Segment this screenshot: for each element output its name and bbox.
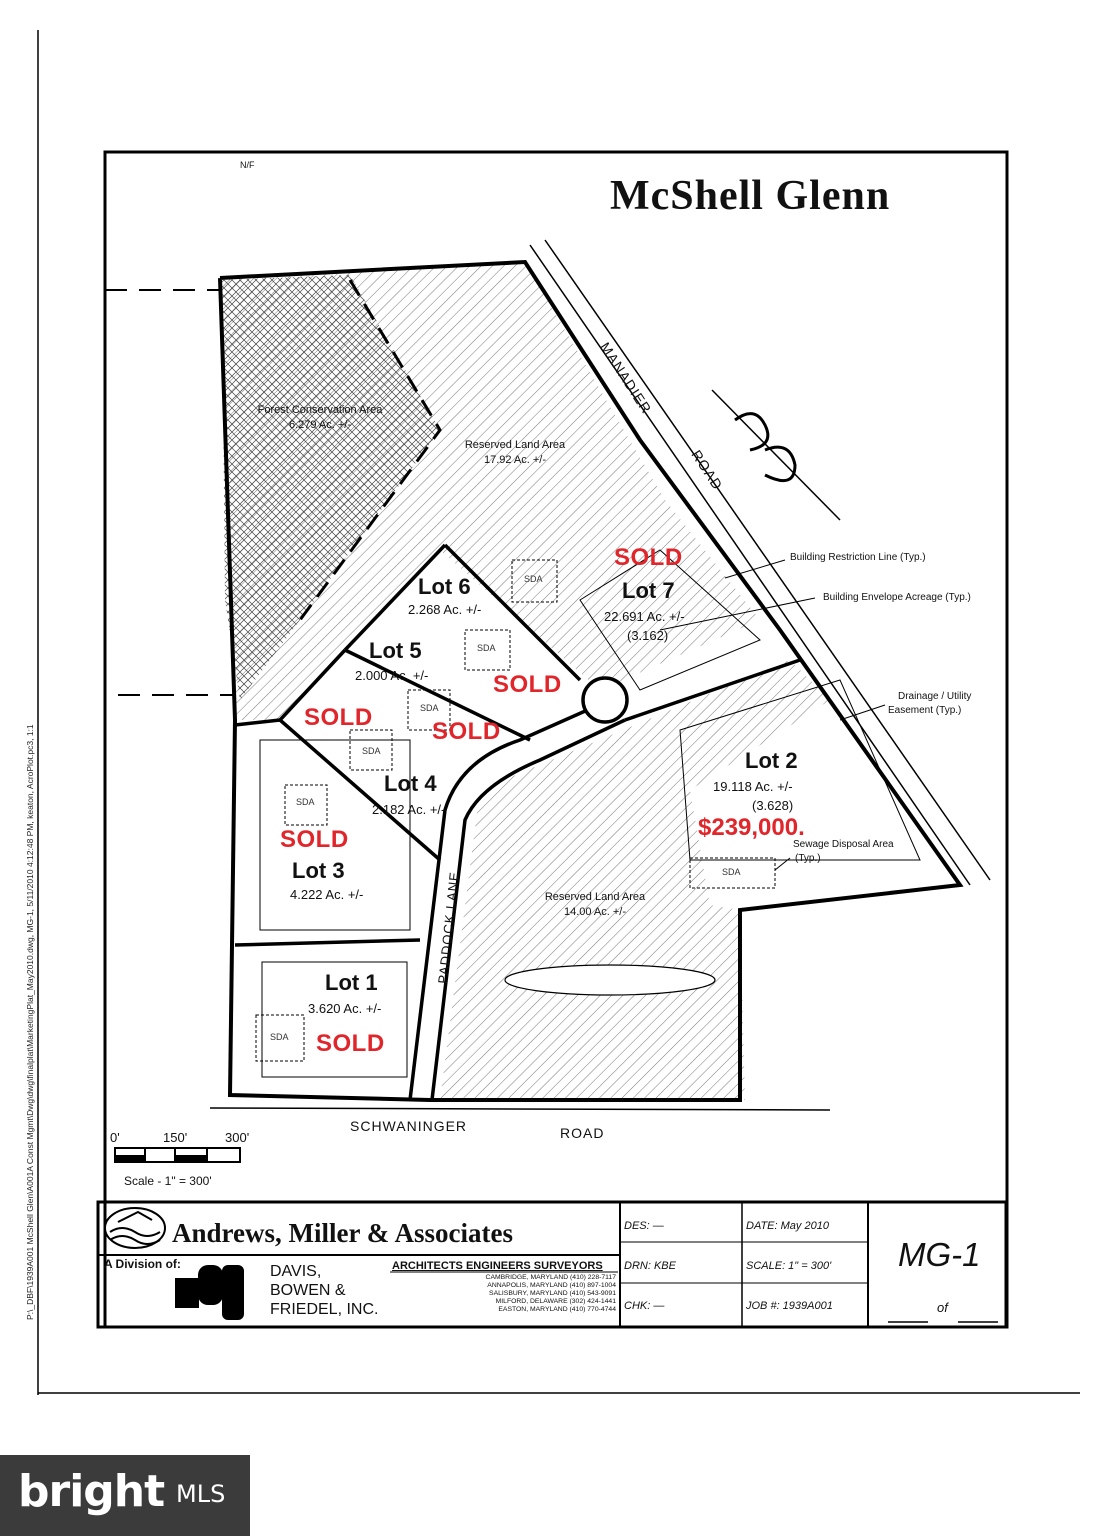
- watermark-suffix: MLS: [176, 1480, 226, 1508]
- reserved-south-label: [535, 890, 655, 920]
- scale-tick-300: 300': [225, 1130, 250, 1145]
- forest-area-acreage: 6.279 Ac. +/-: [288, 419, 352, 431]
- office-milford: MILFORD, DELAWARE (302) 424-1441: [495, 1298, 616, 1305]
- lot-5-name: Lot 5: [369, 638, 422, 663]
- forest-area-name: Forest Conservation Area: [257, 404, 383, 416]
- callout-drain-1: Drainage / Utility: [898, 691, 972, 702]
- lot-5-acreage: 2.000 Ac. +/-: [355, 668, 429, 683]
- lot-7-sold: SOLD: [614, 544, 683, 571]
- office-cambridge: CAMBRIDGE, MARYLAND (410) 228-7117: [485, 1274, 616, 1281]
- lot-2-name: Lot 2: [745, 748, 798, 773]
- lot-7-envelope: (3.162): [627, 628, 669, 643]
- plat-title: McShell Glenn: [610, 173, 891, 219]
- road-manadier-suffix: ROAD: [688, 447, 727, 493]
- corner-mark: N/F: [240, 160, 255, 170]
- lot-4-name: Lot 4: [384, 771, 437, 796]
- sda-label: SDA: [477, 643, 496, 653]
- division-of: A Division of:: [104, 1257, 181, 1271]
- file-path-text: P:\_DBF\1939A001 McShell Glen\A001A Const Mgmt\Dwg\dwg\finalplat\MarketingPlat_May2010.dwg, MG-1, 5/11/2010 4:12:48 PM, keaton, AcroPlot.pc3, 1:1: [25, 724, 35, 1320]
- lot-7-name: Lot 7: [622, 578, 675, 603]
- callout-bea: Building Envelope Acreage (Typ.): [823, 592, 971, 603]
- scale-tick-0: 0': [110, 1130, 120, 1145]
- disciplines: ARCHITECTS ENGINEERS SURVEYORS: [392, 1260, 603, 1272]
- dbf-line-1: DAVIS,: [270, 1263, 322, 1280]
- lot-3-acreage: 4.222 Ac. +/-: [290, 887, 364, 902]
- sda-label: SDA: [270, 1032, 289, 1042]
- drn-field: DRN: KBE: [624, 1260, 676, 1272]
- sheet-number: MG-1: [898, 1236, 981, 1273]
- lot-2-acreage: 19.118 Ac. +/-: [713, 779, 793, 794]
- chk-field: CHK: —: [624, 1300, 665, 1312]
- lot-3-name: Lot 3: [292, 858, 345, 883]
- lot-4-acreage: 2.182 Ac. +/-: [372, 802, 446, 817]
- callout-sewage-2: (Typ.): [795, 853, 821, 864]
- sda-label: SDA: [524, 574, 543, 584]
- des-field: DES: —: [624, 1220, 664, 1232]
- reserved-south-acreage: 14.00 Ac. +/-: [563, 906, 627, 918]
- lot-6-name: Lot 6: [418, 574, 471, 599]
- lot-2-envelope: (3.628): [752, 798, 794, 813]
- lot-6-acreage: 2.268 Ac. +/-: [408, 602, 482, 617]
- scale-field: SCALE: 1" = 300': [746, 1260, 832, 1272]
- sda-label: SDA: [296, 797, 315, 807]
- dbf-name-block: [270, 1262, 378, 1319]
- scale-label: Scale - 1" = 300': [124, 1174, 212, 1188]
- watermark-brand: bright: [18, 1466, 165, 1517]
- dbf-line-2: BOWEN &: [270, 1282, 346, 1299]
- forest-area-label: [255, 403, 385, 433]
- dbf-line-3: FRIEDEL, INC.: [270, 1301, 379, 1318]
- lot-5-sold: SOLD: [304, 704, 373, 731]
- callout-drain-2: Easement (Typ.): [888, 705, 962, 716]
- road-schwaninger: SCHWANINGER: [350, 1118, 468, 1134]
- reserved-north-label: [455, 438, 575, 468]
- road-paddock: PADDOCK LANE: [435, 870, 462, 985]
- scale-tick-150: 150': [163, 1130, 188, 1145]
- sda-label: SDA: [420, 703, 439, 713]
- lot-1-sold: SOLD: [316, 1030, 385, 1057]
- lot-7-acreage: 22.691 Ac. +/-: [604, 609, 685, 624]
- job-field: JOB #: 1939A001: [746, 1300, 833, 1312]
- road-manadier: MANADIER: [596, 339, 655, 417]
- office-annapolis: ANNAPOLIS, MARYLAND (410) 897-1004: [487, 1282, 616, 1289]
- callout-brl: Building Restriction Line (Typ.): [790, 552, 926, 563]
- office-salisbury: SALISBURY, MARYLAND (410) 543-9091: [489, 1290, 616, 1297]
- lot-3-sold: SOLD: [280, 826, 349, 853]
- lot-1-name: Lot 1: [325, 970, 378, 995]
- callout-sewage-1: Sewage Disposal Area: [793, 839, 894, 850]
- firm-name: Andrews, Miller & Associates: [172, 1218, 513, 1248]
- sda-label: SDA: [722, 867, 741, 877]
- lot-6-sold: SOLD: [493, 671, 562, 698]
- date-field: DATE: May 2010: [746, 1220, 829, 1232]
- lot-1-acreage: 3.620 Ac. +/-: [308, 1001, 382, 1016]
- reserved-south-name: Reserved Land Area: [544, 891, 646, 903]
- reserved-north-acreage: 17.92 Ac. +/-: [483, 454, 547, 466]
- reserved-north-name: Reserved Land Area: [464, 439, 566, 451]
- office-list: [430, 1274, 616, 1314]
- lot-4-sold: SOLD: [432, 718, 501, 745]
- sda-label: SDA: [362, 746, 381, 756]
- office-easton: EASTON, MARYLAND (410) 770-4744: [498, 1306, 616, 1313]
- lot-2-price: $239,000.: [698, 814, 805, 841]
- sheet-of: of: [937, 1300, 948, 1315]
- road-schwaninger-suffix: ROAD: [560, 1125, 605, 1141]
